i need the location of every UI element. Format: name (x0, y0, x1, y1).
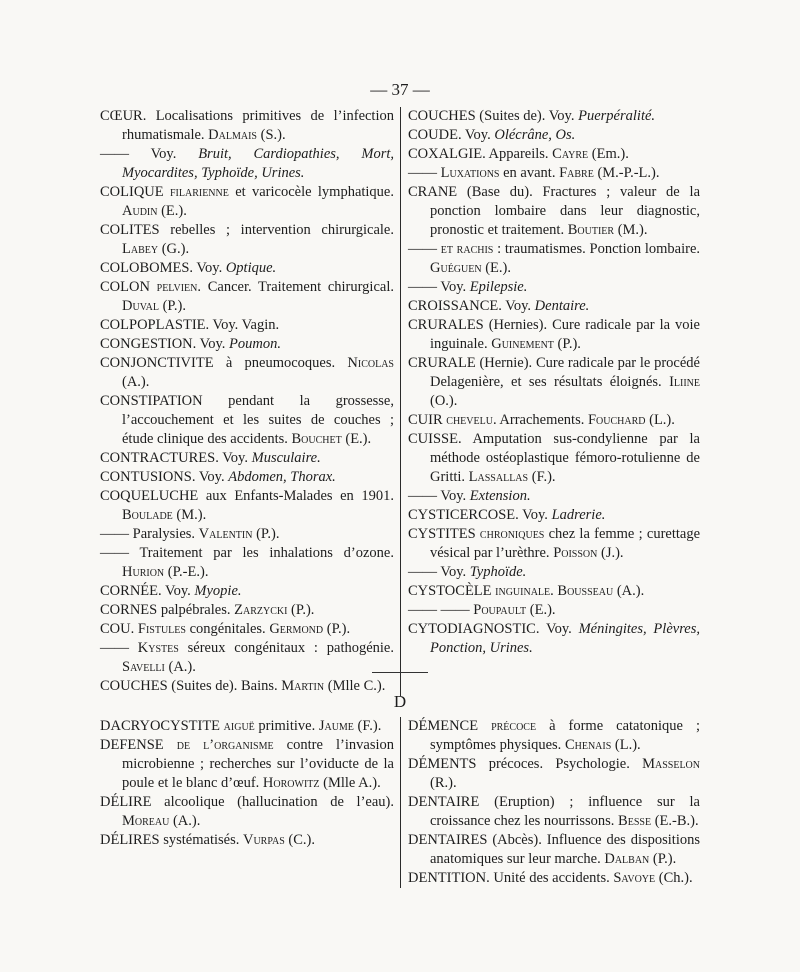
entry-text: (P.). (323, 621, 351, 637)
index-entry (408, 164, 700, 183)
entry-text: —— Voy. (408, 279, 470, 295)
cross-reference: Puerpéralité. (578, 108, 656, 124)
entry-text: CUIR (408, 412, 447, 428)
entry-text: (M.-P.-L.). (593, 165, 660, 181)
cross-reference: Abdomen, Thorax. (228, 469, 336, 485)
cross-reference: Dentaire. (534, 298, 590, 314)
entry-text: CONGESTION. Voy. (100, 336, 230, 352)
index-entry (100, 278, 394, 316)
author-name: Bousseau (557, 583, 614, 599)
entry-text: COLIQUE (100, 184, 170, 200)
author-name: Guinement (491, 336, 554, 352)
entry-text: COLPOPLASTIE. Voy. Vagin. (100, 317, 280, 333)
author-name: inguinale (495, 583, 551, 599)
entry-text: chez la femme ; curettage vésical par l’urèthre. (430, 526, 701, 561)
index-entry (408, 601, 700, 620)
index-entry (408, 411, 700, 430)
entry-text: (E.). (341, 431, 372, 447)
entry-text: CUISSE. Amputation sus-condylienne par la méthode ostéoplastique fémoro-rotulienne de Gritti. (408, 431, 700, 485)
author-name: Boulade (122, 507, 173, 523)
index-entry (100, 259, 394, 278)
entry-text: (M.). (614, 222, 648, 238)
index-entry (100, 316, 394, 335)
entry-text: (R.). (430, 775, 457, 791)
entry-text: (C.). (284, 832, 315, 848)
author-name: Lassallas (468, 469, 529, 485)
entry-text: COUCHES (Suites de). Bains. (100, 678, 282, 694)
entry-text: COLON (100, 279, 157, 295)
entry-text: (L.). (645, 412, 675, 428)
cross-reference: Bruit, Cardiopathies, Mort, Myocardites, Typhoïde, Urines. (122, 146, 394, 181)
author-name: Fabre (559, 165, 594, 181)
author-name: Fistules (137, 621, 186, 637)
entry-text: COLOBOMES. Voy. (100, 260, 226, 276)
entry-text: (Mlle C.). (324, 678, 386, 694)
cross-reference: Optique. (225, 260, 277, 276)
entry-text: (P.). (649, 851, 677, 867)
index-entry (100, 736, 394, 793)
entry-text: . Arrachements. (492, 412, 588, 428)
author-name: Luxations (440, 165, 500, 181)
author-name: Savelli (122, 659, 165, 675)
index-entry (408, 145, 700, 164)
entry-text: : traumatismes. Ponction lombaire. (493, 241, 700, 257)
entry-text: DENTITION. Unité des accidents. (408, 870, 614, 886)
cross-reference: Myopie. (194, 583, 242, 599)
section-divider (372, 672, 428, 673)
entry-text: (P.). (287, 602, 315, 618)
entry-text: CRURALE (Hernie). Cure radicale par le procédé Delagenière, et ses résultats éloignés. (408, 355, 700, 390)
index-entry (100, 831, 394, 850)
entry-text: congénitales. (185, 621, 270, 637)
entry-text: primitive. (254, 718, 319, 734)
entry-text: (A.). (169, 813, 201, 829)
author-name: Horowitz (262, 775, 320, 791)
entry-text: COUCHES (Suites de). Voy. (408, 108, 579, 124)
index-entry (408, 487, 700, 506)
entry-text: . (550, 583, 558, 599)
author-name: Besse (618, 813, 652, 829)
section-letter: D (393, 692, 407, 711)
author-name: Fouchard (587, 412, 646, 428)
author-name: Dalmais (208, 127, 257, 143)
entry-text: CONJONCTIVITE à pneumocoques. (100, 355, 348, 371)
entry-text: (M.). (172, 507, 207, 523)
author-name: filarienne (169, 184, 229, 200)
entry-text: (E.). (526, 602, 556, 618)
entry-text: en avant. (499, 165, 560, 181)
author-name: Kystes (137, 640, 179, 656)
entry-text: DÉLIRES systématisés. (100, 832, 243, 848)
index-entry (100, 582, 394, 601)
entry-text: DÉLIRE alcoolique (hallucination de l’eau). (100, 794, 394, 810)
entry-text: CROISSANCE. Voy. (408, 298, 535, 314)
cross-reference: Epilepsie. (469, 279, 528, 295)
index-entry (100, 717, 394, 736)
left-column (100, 717, 400, 888)
entry-text: (P.). (252, 526, 280, 542)
index-entry (408, 107, 700, 126)
author-name: Vurpas (242, 832, 285, 848)
page-number: — 37 — (370, 80, 430, 99)
author-name: Dalban (604, 851, 650, 867)
entry-text: —— —— (408, 602, 474, 618)
author-name: Bouchet (291, 431, 342, 447)
index-entry (408, 354, 700, 411)
entry-text: (O.). (430, 393, 458, 409)
author-name: aiguë (223, 718, 255, 734)
right-column (400, 717, 700, 888)
index-entry (100, 449, 394, 468)
entry-text: (Mlle A.). (319, 775, 381, 791)
author-name: Chenais (564, 737, 612, 753)
entry-text: (S.). (256, 127, 286, 143)
entry-text: —— (408, 241, 441, 257)
entry-text: (A.). (613, 583, 645, 599)
cross-reference: Poumon. (229, 336, 282, 352)
entry-text: COLITES rebelles ; intervention chirurgicale. (100, 222, 394, 238)
entry-text: COUDE. Voy. (408, 127, 495, 143)
entry-text: CYSTITES (408, 526, 480, 542)
cross-reference: Extension. (469, 488, 531, 504)
entry-text: (E.-B.). (651, 813, 699, 829)
entry-text: (P.). (553, 336, 581, 352)
entry-text: (Ch.). (655, 870, 693, 886)
index-entry (100, 335, 394, 354)
entry-text: —— (408, 165, 441, 181)
entry-text: DEFENSE (100, 737, 177, 753)
index-entry (100, 354, 394, 392)
cross-reference: Méningites, Plèvres, Ponction, Urines. (430, 621, 700, 656)
index-entry (100, 107, 394, 145)
index-entry (408, 506, 700, 525)
author-name: Poupault (473, 602, 527, 618)
entry-text: . Cancer. Traitement chirurgical. (197, 279, 394, 295)
index-entry (408, 525, 700, 563)
index-entry (408, 278, 700, 297)
author-name: Savoye (613, 870, 656, 886)
entry-text: —— Paralysies. (100, 526, 199, 542)
index-entry (100, 601, 394, 620)
author-name: Cayre (552, 146, 589, 162)
author-name: Audin (122, 203, 158, 219)
author-name: et rachis (440, 241, 494, 257)
index-entry (408, 430, 700, 487)
index-entry (100, 392, 394, 449)
entry-text: DÉMENTS précoces. Psychologie. (408, 756, 643, 772)
right-column (400, 107, 700, 696)
index-entry (408, 793, 700, 831)
entry-text: —— Traitement par les inhalations d’ozone. (100, 545, 394, 561)
author-name: Poisson (553, 545, 598, 561)
entry-text: DACRYOCYSTITE (100, 718, 224, 734)
entry-text: CYTODIAGNOSTIC. Voy. (408, 621, 579, 637)
entry-text: DENTAIRE (Eruption) ; influence sur la croissance chez les nourrissons. (408, 794, 700, 829)
cross-reference: Typhoïde. (469, 564, 527, 580)
entry-text: COQUELUCHE aux Enfants-Malades en 1901. (100, 488, 394, 504)
entry-text: DENTAIRES (Abcès). Influence des dispositions anatomiques sur leur marche. (408, 832, 700, 867)
index-entry (408, 831, 700, 869)
index-entry (100, 793, 394, 831)
author-name: Moreau (122, 813, 170, 829)
author-name: précoce (491, 718, 537, 734)
entry-text: (A.). (122, 374, 150, 390)
entry-text: COU. (100, 621, 138, 637)
author-name: Martin (281, 678, 325, 694)
index-entry (100, 525, 394, 544)
author-name: Hurion (122, 564, 165, 580)
entry-text: contre l’invasion microbienne ; recherches sur l’oviducte de la poule et le blanc d’œuf. (122, 737, 394, 791)
author-name: chroniques (479, 526, 545, 542)
index-entry (100, 639, 394, 677)
index-entry (100, 221, 394, 259)
index-entry (408, 316, 700, 354)
entry-text: CORNES palpébrales. (100, 602, 235, 618)
author-name: Nicolas (347, 355, 394, 371)
index-entry (100, 468, 394, 487)
author-name: Boutier (567, 222, 615, 238)
entry-text: (E.). (481, 260, 511, 276)
cross-reference: Olécrâne, Os. (494, 127, 576, 143)
entry-text: à forme catatonique ; symptômes physiques. (430, 718, 700, 753)
entry-text: (A.). (164, 659, 196, 675)
author-name: de l’organisme (176, 737, 274, 753)
author-name: Valentin (198, 526, 253, 542)
entry-text: CYSTOCÈLE (408, 583, 496, 599)
entry-text: (G.). (158, 241, 190, 257)
entry-text: (Em.). (588, 146, 629, 162)
entry-text: (P.). (158, 298, 186, 314)
entry-text: —— Voy. (100, 146, 199, 162)
entry-text: et varicocèle lymphatique. (228, 184, 394, 200)
entry-text: —— Voy. (408, 564, 470, 580)
entry-text: CYSTICERCOSE. Voy. (408, 507, 552, 523)
entry-text: CONTUSIONS. Voy. (100, 469, 229, 485)
author-name: chevelu (446, 412, 493, 428)
entry-text: CONTRACTURES. Voy. (100, 450, 252, 466)
author-name: Iliine (669, 374, 700, 390)
entry-text: CRURALES (Hernies). Cure radicale par la voie inguinale. (408, 317, 700, 352)
index-entry (408, 240, 700, 278)
author-name: Germond (269, 621, 324, 637)
entry-text: DÉMENCE (408, 718, 492, 734)
index-entry (100, 145, 394, 183)
entry-text: CŒUR. Localisations primitives de l’infection rhumatismale. (100, 108, 394, 143)
index-entry (408, 869, 700, 888)
index-entry (408, 620, 700, 658)
entry-text: CRANE (Base du). Fractures ; valeur de la ponction lombaire dans leur diagnostic, pronostic et traitement. (408, 184, 700, 238)
cross-reference: Musculaire. (251, 450, 321, 466)
author-name: Masselon (642, 756, 700, 772)
entry-text: (P.-E.). (164, 564, 209, 580)
entry-text: (F.). (528, 469, 556, 485)
index-entry (408, 717, 700, 755)
author-name: Jaume (318, 718, 354, 734)
index-entry (100, 544, 394, 582)
entry-text: —— Voy. (408, 488, 470, 504)
index-entry (408, 582, 700, 601)
entry-text: (F.). (353, 718, 382, 734)
index-entry (100, 183, 394, 221)
author-name: Labey (122, 241, 159, 257)
left-column (100, 107, 400, 696)
entry-text: séreux congénitaux : pathogénie. (178, 640, 394, 656)
entry-text: —— (100, 640, 138, 656)
entry-text: CONSTIPATION pendant la grossesse, l’accouchement et les suites de couches ; étude clinique des accidents. (100, 393, 394, 447)
author-name: Zarzycki (234, 602, 288, 618)
entry-text: (E.). (157, 203, 187, 219)
entry-text: (L.). (611, 737, 641, 753)
entry-text: (J.). (597, 545, 624, 561)
index-entry (408, 297, 700, 316)
section-d-entries (100, 717, 700, 888)
index-entry (100, 487, 394, 525)
index-entry (408, 126, 700, 145)
author-name: Duval (122, 298, 159, 314)
author-name: pelvien (156, 279, 198, 295)
section-c-entries (100, 107, 700, 696)
index-entry (408, 183, 700, 240)
index-entry (408, 563, 700, 582)
index-entry (408, 755, 700, 793)
index-entry (100, 620, 394, 639)
cross-reference: Ladrerie. (551, 507, 606, 523)
entry-text: COXALGIE. Appareils. (408, 146, 553, 162)
author-name: Guéguen (430, 260, 482, 276)
entry-text: CORNÉE. Voy. (100, 583, 195, 599)
